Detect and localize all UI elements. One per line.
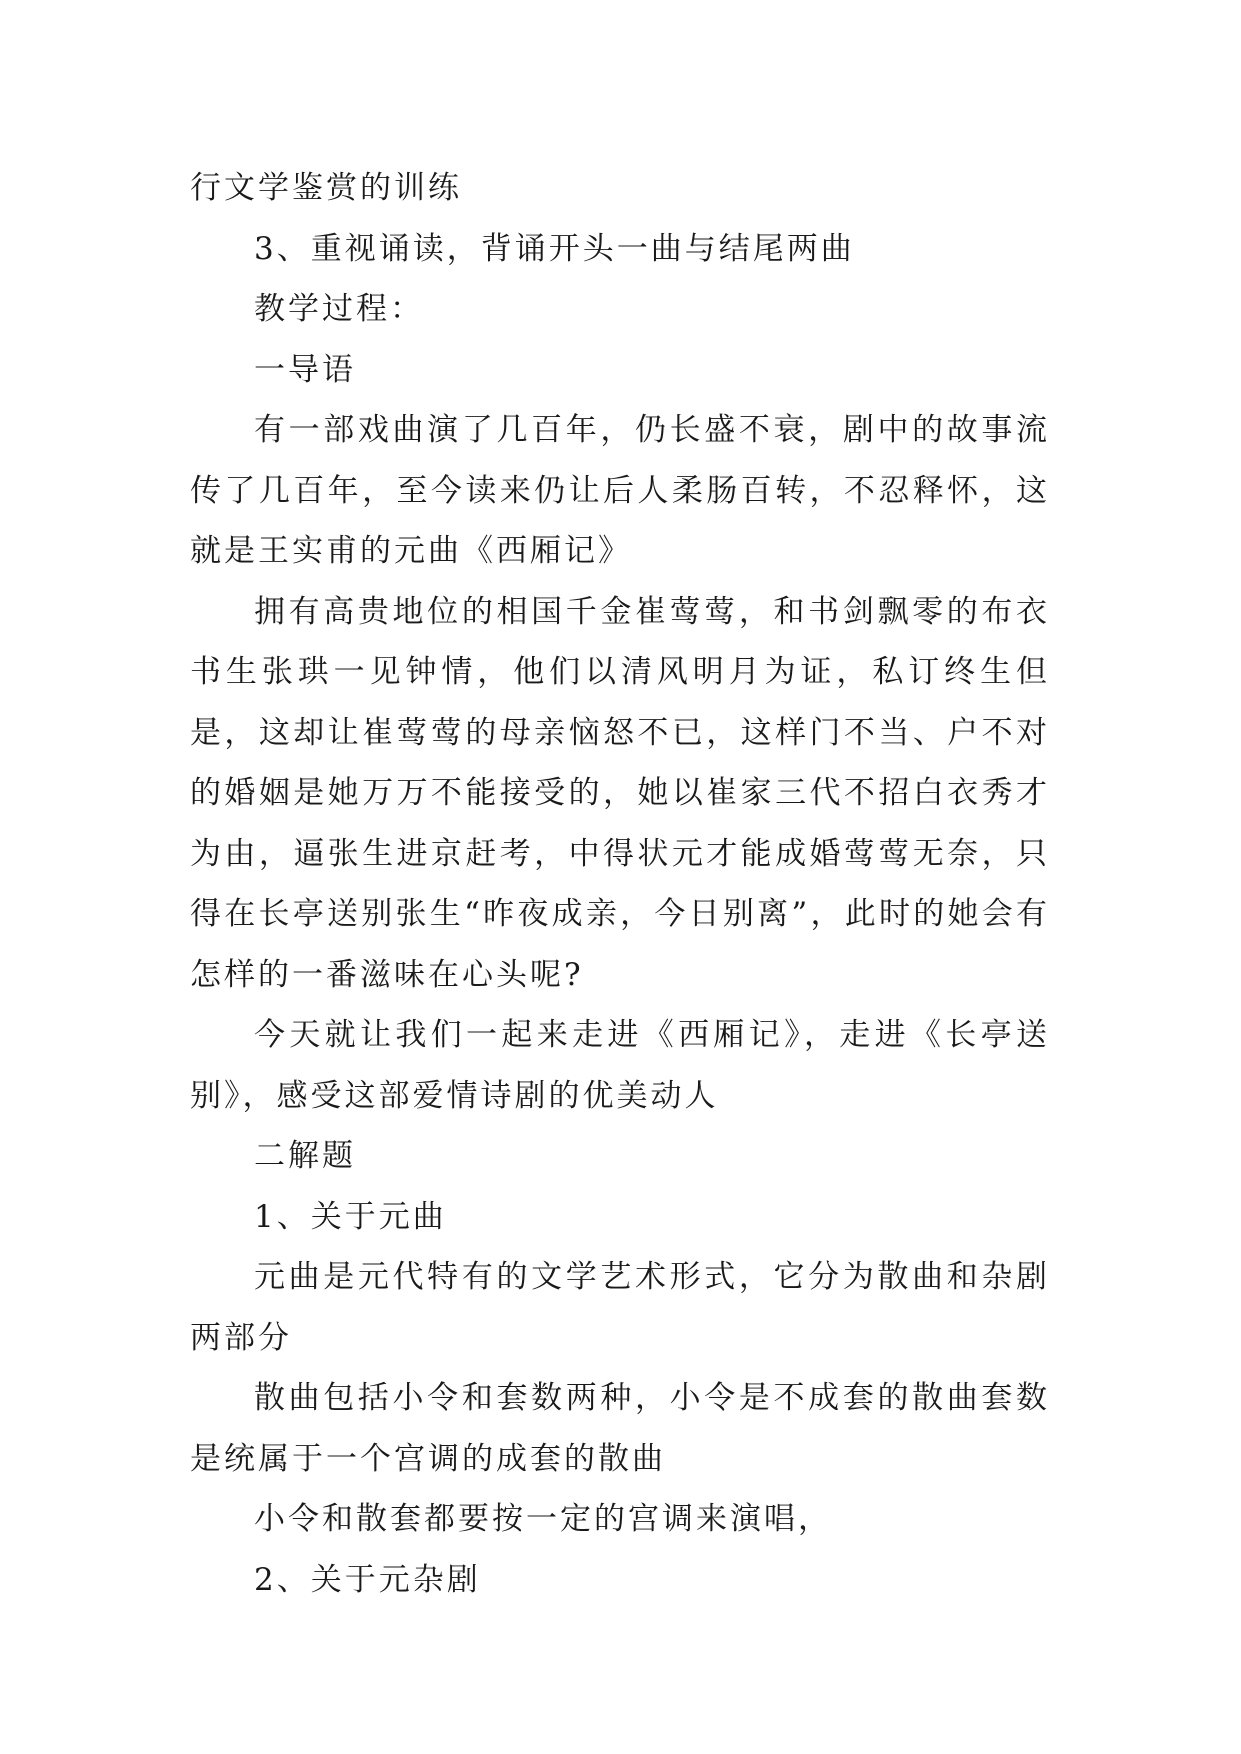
paragraph-yuanqu-2: 散曲包括小令和套数两种，小令是不成套的散曲套数是统属于一个宫调的成套的散曲 [190, 1380, 1050, 1477]
paragraph-intro-2: 拥有高贵地位的相国千金崔莺莺，和书剑飘零的布衣书生张珙一见钟情，他们以清风明月为证，私订终生但是，这却让崔莺莺的母亲恼怒不已，这样门不当、户不对的婚姻是她万万不能接受的，她以崔家三代不招白衣秀才为由，逼张生进京赶考，中得状元才能成婚莺莺无奈，只得在长亭送别张生“昨夜成亲，今日别离”，此时的她会有怎样的一番滋味在心头呢? [190, 593, 1050, 993]
paragraph-intro-3: 今天就让我们一起来走进《西厢记》，走进《长亭送别》，感受这部爱情诗剧的优美动人 [190, 1017, 1050, 1114]
subheading-zaju: 2、关于元杂剧 [254, 1561, 481, 1598]
paragraph-yuanqu-3: 小令和散套都要按一定的宫调来演唱， [254, 1501, 832, 1537]
paragraph-intro-1: 有一部戏曲演了几百年，仍长盛不衰，剧中的故事流传了几百年，至今读来仍让后人柔肠百转，不忍释怀，这就是王实甫的元曲《西厢记》 [190, 412, 1050, 569]
subheading-yuanqu: 1、关于元曲 [254, 1198, 447, 1235]
paragraph-continuation: 行文学鉴赏的训练 [190, 170, 462, 206]
heading-title-explanation: 二解题 [254, 1138, 356, 1174]
paragraph-objective-3: 3、重视诵读，背诵开头一曲与结尾两曲 [254, 230, 855, 267]
heading-introduction: 一导语 [254, 351, 356, 388]
paragraph-teaching-process: 教学过程： [254, 291, 424, 327]
document-body [190, 158, 1050, 1610]
paragraph-yuanqu-1: 元曲是元代特有的文学艺术形式，它分为散曲和杂剧两部分 [190, 1259, 1050, 1356]
